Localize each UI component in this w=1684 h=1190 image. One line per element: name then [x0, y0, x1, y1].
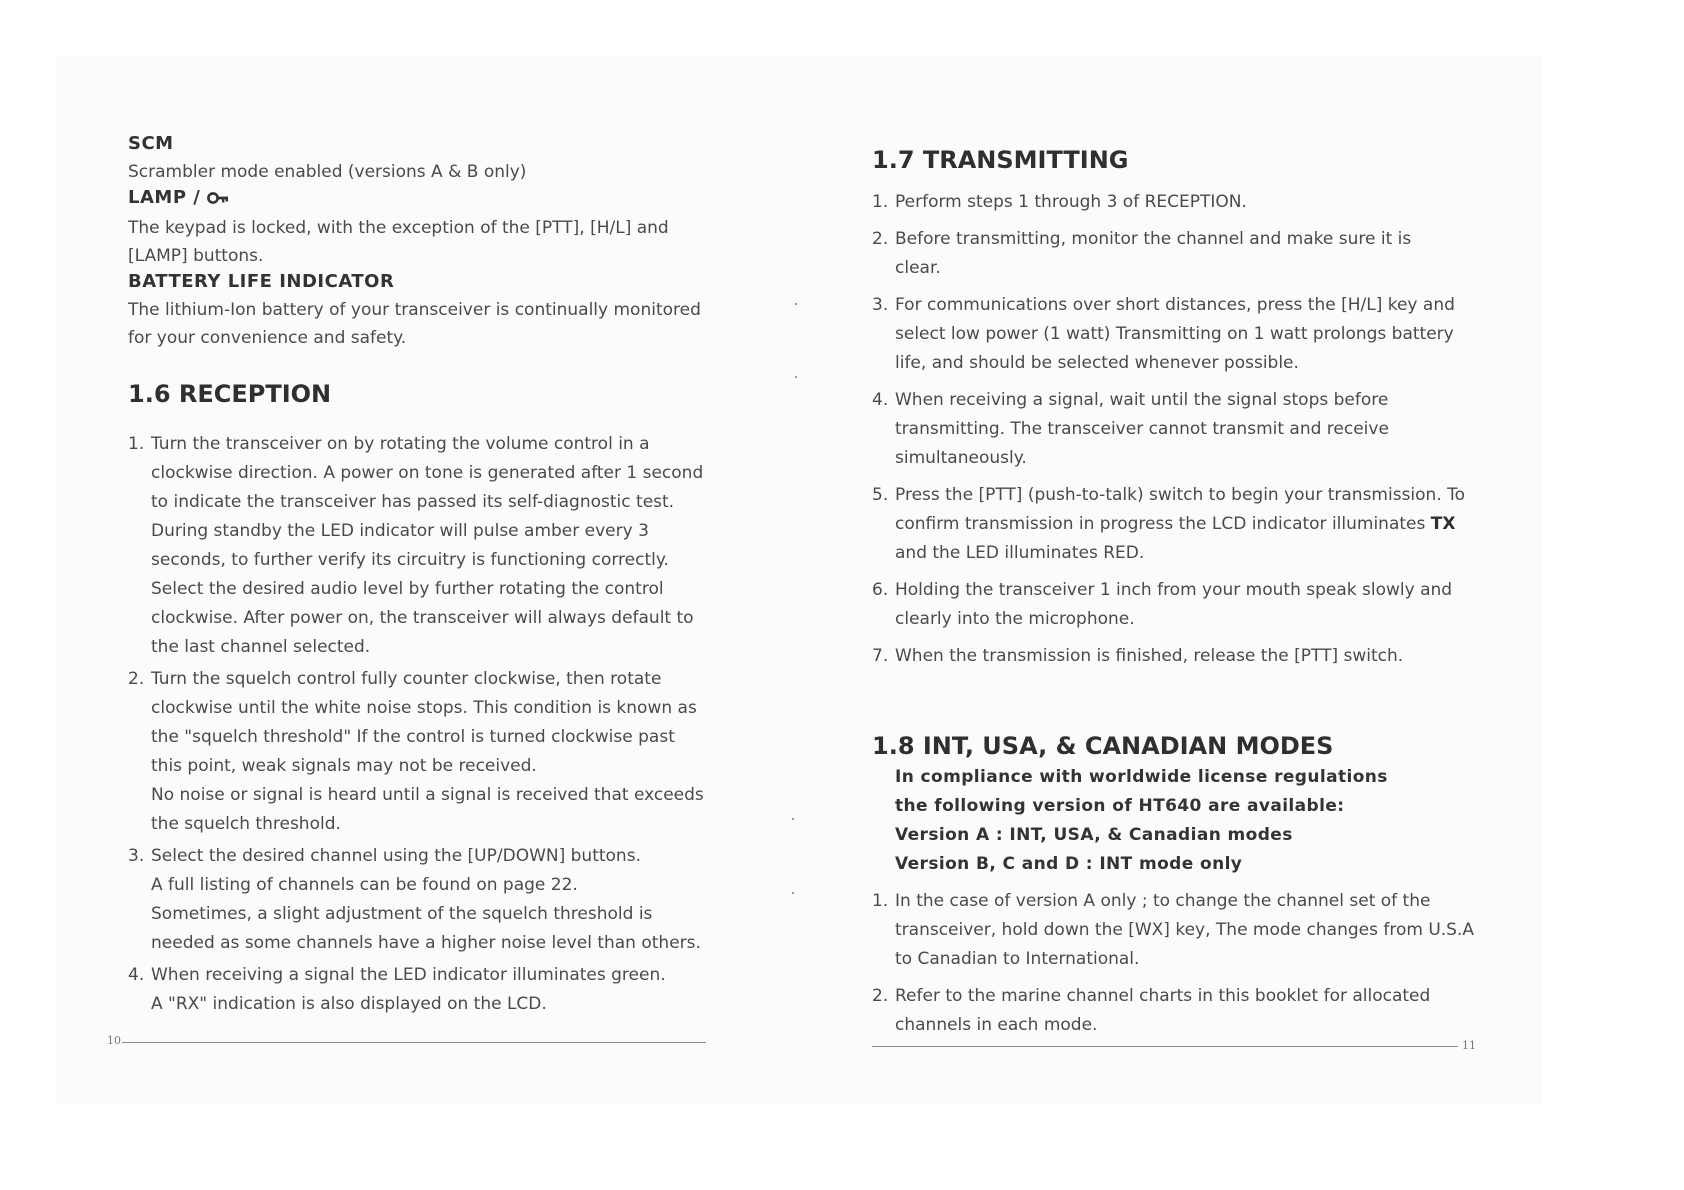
modes-step-2 [872, 982, 1485, 1040]
step-number: 2. [128, 669, 145, 689]
step-text: When receiving a signal the LED indicator illuminates green. [151, 965, 666, 985]
reception-steps [128, 430, 716, 1019]
step-text: Before transmitting, monitor the channel and make sure it is clear. [895, 229, 1412, 278]
modes-step-1 [872, 887, 1495, 974]
step-text: In the case of version A only ; to change the channel set of the transceiver, hold down the [WX] key, The mode changes from U.S.A to Canadian to International. [895, 891, 1475, 969]
step-text-after: and the LED illuminates RED. [895, 543, 1145, 563]
key-icon [207, 188, 229, 212]
transmitting-step-5 [872, 481, 1485, 568]
compliance-line-1: In compliance with worldwide license regulations [895, 767, 1388, 787]
transmitting-step-1 [872, 188, 1455, 217]
step-number: 4. [128, 965, 145, 985]
step-text: Turn the squelch control fully counter clockwise, then rotate clockwise until the white noise stops. This condition is known as the "squelch threshold" If the control is turned clockwise past this point, weak signals may not be received. [151, 669, 697, 776]
step-text: When the transmission is finished, release the [PTT] switch. [895, 646, 1404, 666]
transmitting-steps [872, 188, 1472, 671]
step-text: Holding the transceiver 1 inch from your mouth speak slowly and clearly into the microphone. [895, 580, 1453, 629]
tx-indicator-label: TX [1430, 514, 1456, 534]
transmitting-step-3 [872, 291, 1455, 378]
step-extra-2: Sometimes, a slight adjustment of the squelch threshold is needed as some channels have a higher noise level than others. [151, 904, 701, 953]
scan-speck [792, 892, 794, 894]
scan-speck [795, 303, 797, 305]
scan-speck [795, 376, 797, 378]
step-number: 3. [128, 846, 145, 866]
step-text: Turn the transceiver on by rotating the volume control in a clockwise direction. A power on tone is generated after 1 second to indicate the transceiver has passed its self-diagnostic test. During standby the LED indicator will pulse amber every 3 seconds, to further verify its circuitry is functioning correctly. Select the desired audio level by further rotating the control clockwise. After power on, the transceiver will always default to the last channel selected. [151, 434, 704, 657]
page-number-right: 11 [1462, 1039, 1476, 1052]
reception-step-2 [128, 665, 711, 839]
reception-step-4 [128, 961, 711, 1019]
step-number: 1. [128, 434, 145, 454]
step-text: Select the desired channel using the [UP/DOWN] buttons. [151, 846, 641, 866]
section-title-transmitting: 1.7 TRANSMITTING [872, 146, 1129, 174]
modes-steps [872, 887, 1475, 1040]
step-extra: A "RX" indication is also displayed on the LCD. [151, 994, 547, 1014]
footer-rule-left [122, 1042, 706, 1043]
term-battery: BATTERY LIFE INDICATOR [128, 271, 395, 292]
term-lamp-label: LAMP / [128, 187, 201, 208]
step-number: 4. [872, 390, 889, 410]
scan-speck [792, 818, 794, 820]
step-number: 6. [872, 580, 889, 600]
desc-scm: Scrambler mode enabled (versions A & B only) [128, 162, 527, 182]
version-bcd-line: Version B, C and D : INT mode only [895, 854, 1243, 874]
step-text: Refer to the marine channel charts in this booklet for allocated channels in each mode. [895, 986, 1431, 1035]
page-number-left: 10 [107, 1034, 121, 1047]
transmitting-step-7 [872, 642, 1485, 671]
footer-rule-right [872, 1046, 1458, 1047]
step-text: Perform steps 1 through 3 of RECEPTION. [895, 192, 1247, 212]
step-number: 3. [872, 295, 889, 315]
reception-step-3 [128, 842, 711, 958]
section-title-modes: 1.8 INT, USA, & CANADIAN MODES [872, 732, 1334, 760]
compliance-block [872, 763, 1485, 879]
step-extra: A full listing of channels can be found on page 22. [151, 875, 578, 895]
step-number: 7. [872, 646, 889, 666]
step-text: When receiving a signal, wait until the signal stops before transmitting. The transceiver cannot transmit and receive simultaneously. [895, 390, 1389, 468]
desc-battery: The lithium-Ion battery of your transceiver is continually monitored for your convenience and safety. [128, 300, 701, 348]
step-number: 5. [872, 485, 889, 505]
section-title-reception: 1.6 RECEPTION [128, 380, 332, 408]
term-scm: SCM [128, 133, 174, 154]
definition-list [128, 132, 728, 352]
step-number: 2. [872, 229, 889, 249]
step-text: For communications over short distances, press the [H/L] key and select low power (1 watt) Transmitting on 1 watt prolongs battery life, and should be selected whenever possible. [895, 295, 1455, 373]
step-number: 1. [872, 192, 889, 212]
version-a-line: Version A : INT, USA, & Canadian modes [895, 825, 1293, 845]
transmitting-step-4 [872, 386, 1425, 473]
compliance-line-2: the following version of HT640 are available: [895, 796, 1345, 816]
step-extra: No noise or signal is heard until a signal is received that exceeds the squelch threshold. [151, 785, 704, 834]
step-number: 2. [872, 986, 889, 1006]
transmitting-step-2 [872, 225, 1440, 283]
step-number: 1. [872, 891, 889, 911]
transmitting-step-6 [872, 576, 1455, 634]
step-text: Press the [PTT] (push-to-talk) switch to begin your transmission. To confirm transmission in progress the LCD indicator illuminates [895, 485, 1466, 534]
desc-lamp: The keypad is locked, with the exception of the [PTT], [H/L] and [LAMP] buttons. [128, 218, 669, 266]
reception-step-1 [128, 430, 711, 662]
term-lamp [128, 186, 728, 212]
